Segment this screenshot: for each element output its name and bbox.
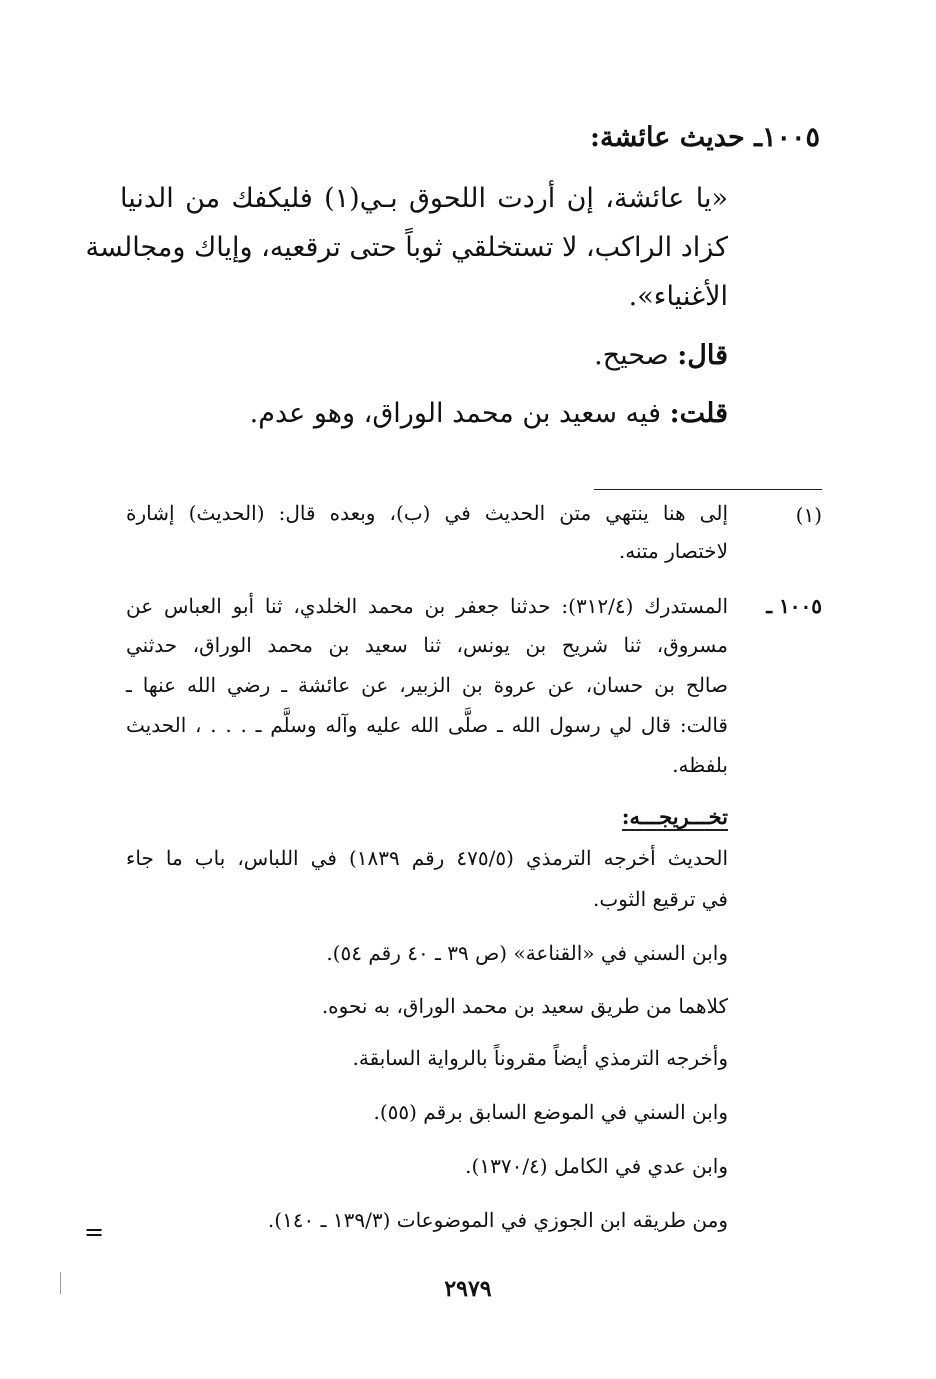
footnote-separator <box>594 489 822 490</box>
footnote-1-line-1: إلى هنا ينتهي متن الحديث في (ب)، وبعده قال: (الحديث) إشارة <box>126 501 728 525</box>
footnote-2-number: ١٠٠٥ ـ <box>766 594 822 618</box>
page-number: ٢٩٧٩ <box>444 1276 492 1302</box>
takhrij-item-6: ومن طريقه ابن الجوزي في الموضوعات (١٣٩/٣ ـ ١٤٠). <box>267 1208 728 1232</box>
takhrij-heading: تخـــريجـــه: <box>621 804 728 829</box>
hadith-heading: ١٠٠٥ـ حديث عائشة: <box>590 122 820 153</box>
hadith-text-line-2: كزاد الراكب، لا تستخلقي ثوباً حتى ترقعيه، وإياك ومجالسة <box>85 232 728 263</box>
qal-label: قال: <box>677 340 728 371</box>
takhrij-para-line-2: في ترقيع الثوب. <box>593 887 728 911</box>
takhrij-item-2: كلاهما من طريق سعيد بن محمد الوراق، به نحوه. <box>321 994 728 1018</box>
footnote-1-line-2: لاختصار متنه. <box>618 539 728 563</box>
takhrij-para-line-1: الحديث أخرجه الترمذي (٤٧٥/٥ رقم ١٨٣٩) في اللباس، باب ما جاء <box>126 846 729 870</box>
hadith-text-line-1: «يا عائشة، إن أردت اللحوق بـي(١) فليكفك من الدنيا <box>120 183 728 214</box>
qult-line <box>250 398 728 429</box>
footnote-2-line-5: بلفظه. <box>672 753 728 777</box>
footnote-2-line-2: مسروق، ثنا شريح بن يونس، ثنا سعيد بن محمد الوراق، حدثني <box>126 633 728 657</box>
qult-label: قلت: <box>669 398 728 429</box>
takhrij-item-5: وابن عدي في الكامل (١٣٧٠/٤). <box>465 1154 728 1178</box>
footnote-2-line-4: قالت: قال لي رسول الله ـ صلَّى الله عليه وآله وسلَّم ـ . . . ، الحديث <box>126 713 728 737</box>
hadith-text-line-3: الأغنياء». <box>628 281 728 312</box>
qal-line <box>594 340 728 371</box>
footnote-2-line-3: صالح بن حسان، عن عروة بن الزبير، عن عائشة ـ رضي الله عنها ـ <box>126 673 728 697</box>
takhrij-item-4: وابن السني في الموضع السابق برقم (٥٥). <box>373 1100 728 1124</box>
takhrij-item-1: وابن السني في «القناعة» (ص ٣٩ ـ ٤٠ رقم ٥٤). <box>326 941 728 965</box>
footnote-2-line-1: المستدرك (٣١٢/٤): حدثنا جعفر بن محمد الخلدي، ثنا أبو العباس عن <box>126 594 728 618</box>
qal-text: صحيح. <box>594 340 669 371</box>
continuation-mark: = <box>84 1218 105 1246</box>
takhrij-item-3: وأخرجه الترمذي أيضاً مقروناً بالرواية السابقة. <box>352 1046 728 1070</box>
footnote-1-number: (١) <box>795 503 822 527</box>
qult-text: فيه سعيد بن محمد الوراق، وهو عدم. <box>249 398 662 429</box>
